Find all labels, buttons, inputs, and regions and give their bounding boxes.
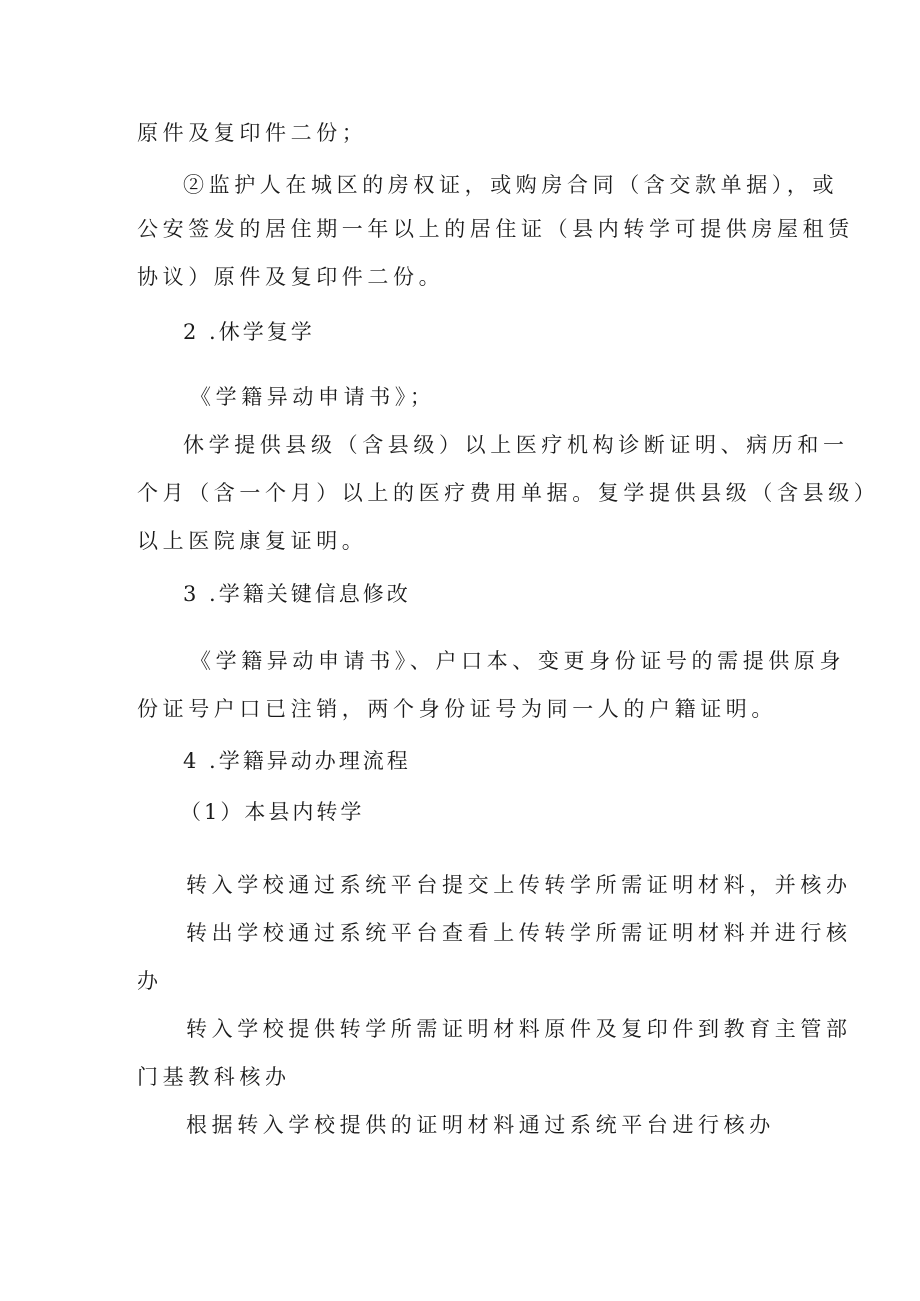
paragraph-line: 协议）原件及复印件二份。 — [137, 265, 445, 289]
section-heading: 2 .休学复学 — [183, 320, 315, 344]
paragraph-line: ②监护人在城区的房权证，或购房合同（含交款单据），或 — [183, 173, 839, 197]
section-heading: 4 .学籍异动办理流程 — [183, 749, 411, 773]
paragraph-line: 根据转入学校提供的证明材料通过系统平台进行核办 — [186, 1113, 775, 1137]
paragraph-line: 转入学校通过系统平台提交上传转学所需证明材料，并核办 — [186, 873, 852, 897]
paragraph-line: 转入学校提供转学所需证明材料原件及复印件到教育主管部 — [186, 1017, 852, 1041]
paragraph-line: 以上医院康复证明。 — [137, 529, 368, 553]
paragraph-line: 原件及复印件二份； — [137, 121, 368, 145]
subsection-heading: （1）本县内转学 — [180, 800, 365, 824]
paragraph-line: 份证号户口已注销，两个身份证号为同一人的户籍证明。 — [137, 697, 777, 721]
paragraph-line: 《学籍异动申请书》、户口本、变更身份证号的需提供原身 — [190, 649, 846, 673]
paragraph-line: 门基教科核办 — [137, 1065, 291, 1089]
paragraph-line: 《学籍异动申请书》； — [190, 385, 436, 409]
paragraph-line: 办 — [137, 969, 163, 993]
section-heading: 3 .学籍关键信息修改 — [183, 582, 411, 606]
paragraph-line: 个月（含一个月）以上的医疗费用单据。复学提供县级（含县级） — [137, 481, 880, 505]
paragraph-line: 转出学校通过系统平台查看上传转学所需证明材料并进行核 — [186, 921, 852, 945]
paragraph-line: 休学提供县级（含县级）以上医疗机构诊断证明、病历和一 — [183, 433, 849, 457]
paragraph-line: 公安签发的居住期一年以上的居住证（县内转学可提供房屋租赁 — [137, 217, 854, 241]
